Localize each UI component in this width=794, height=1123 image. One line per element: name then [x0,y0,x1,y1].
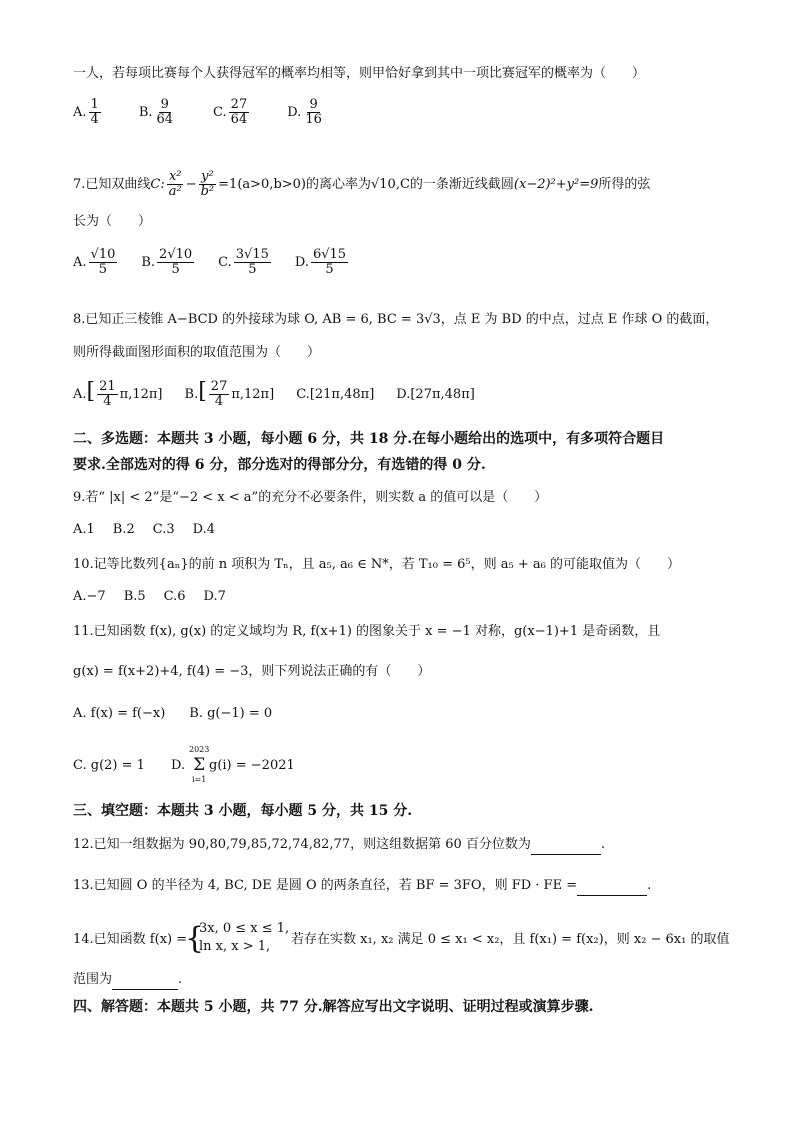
q9-option-c: C.3 [152,522,175,537]
q6-option-b: B. $\frac{9}{64}$ [138,97,174,127]
q13-stem: 13.已知圆 O 的半径为 4, BC, DE 是圆 O 的两条直径，若 BF = 3FO，则 FD · FE = . [73,876,651,896]
q7-option-c: C. $\frac{3√15}{5}$ [218,247,269,277]
q6-options [73,98,362,127]
q7-stem: 7.已知双曲线C: $\frac{\text{x²}}{\text{a²}}$ − $\frac{\text{y²}}{\text{b²}}$ =1(a>0,b>0)的离心率为√10,C的一条渐近线截圆(x−2)²+y²=9所得的弦 [73,169,651,199]
q6-option-c: C. $\frac{27}{64}$ [213,97,248,127]
q9-stem: 9.若“ |x| < 2”是“−2 < x < a”的充分不必要条件，则实数 a 的值可以是（ ） [73,490,548,505]
q11-option-d-expr: g(i) = −2021 [209,758,295,773]
q10-option-d: D.7 [203,589,226,604]
q10-option-b: B.5 [123,589,146,604]
q11-option-c: C. g(2) = 1 [73,758,145,773]
q12-stem: 12.已知一组数据为 90,80,79,85,72,74,82,77，则这组数据第 60 百分位数为 . [73,835,605,855]
q9-option-b: B.2 [112,522,135,537]
q14-cases: 3x, 0 ≤ x ≤ 1, ln x, x > 1, [199,921,290,954]
q10-option-a: A.−7 [73,589,106,604]
q6-option-d: D. $\frac{9}{16}$ [287,97,322,127]
q8-option-d: D.[27π,48π] [396,387,475,402]
q11-options-ab [73,704,272,724]
q8-option-b: B.[ $\frac{27}{4}$ π,12π] [184,379,275,409]
q12-answer-blank[interactable] [531,840,601,855]
section-2-title-line1: 二、多选题：本题共 3 小题，每小题 6 分，共 18 分.在每小题给出的选项中，有多项符合题目 [73,431,665,447]
q9-option-d: D.4 [192,522,216,537]
q11-option-d-sum: 2023 Σ i=1 [189,745,210,784]
section-2-title-line2: 要求.全部选对的得 6 分，部分选对的得部分分，有选错的得 0 分. [73,457,486,473]
q14-brace: { [185,921,205,956]
q11-option-b: B. g(−1) = 0 [189,706,273,721]
section-3-title: 三、填空题：本题共 3 小题，每小题 5 分，共 15 分. [73,803,413,819]
q14-answer-blank[interactable] [112,975,178,990]
q7-options [73,248,372,277]
q10-option-c: C.6 [163,589,186,604]
q11-option-a: A. f(x) = f(−x) [73,706,166,721]
q8-option-a: A.[ $\frac{21}{4}$ π,12π] [73,379,163,409]
q6-stem: 一人，若每项比赛每个人获得冠军的概率均相等，则甲恰好拿到其中一项比赛冠军的概率为（ ） [73,66,646,81]
q7-option-a: A. $\frac{√10}{5}$ [73,247,116,277]
q11-stem-line2: g(x) = f(x+2)+4, f(4) = −3，则下列说法正确的有（ ） [73,664,431,679]
q10-stem: 10.记等比数列{aₙ}的前 n 项积为 Tₙ，且 a₅, a₆ ∈ N*，若 T₁₀ = 6⁵，则 a₅ + a₆ 的可能取值为（ ） [73,557,680,572]
section-4-title: 四、解答题：本题共 5 小题，共 77 分.解答应写出文字说明、证明过程或演算步骤. [73,999,594,1015]
q7-stem-line2: 长为（ ） [73,214,152,229]
q8-option-c: C.[21π,48π] [296,387,375,402]
q13-answer-blank[interactable] [577,881,647,896]
q8-stem-line1: 8.已知正三棱锥 A−BCD 的外接球为球 O, AB = 6, BC = 3√3，点 E 为 BD 的中点，过点 E 作球 O 的截面， [73,312,719,327]
exam-page: 一人，若每项比赛每个人获得冠军的概率均相等，则甲恰好拿到其中一项比赛冠军的概率为（ ） A. $\frac{1}{4}$ B. $\frac{9}{64}$ C. $\frac{27}{64}$ D. $\frac{9}{16}$ 7.已知双曲线C: $\frac{\text{x²}}{\text{a²}}$ − $\frac{\text{y²}}{\text{b²}}$ =1(a>0,b>0)的离心率为√10,C的一条渐近线截圆(x−2)²+y²=9所得的弦 长为（ ） A. $\frac{√10}{5}$ B. $\frac{2√10}{5}$ C. $\frac{3√15}{5}$ D. $\frac{6√15}{5}$ 8.已知正三棱锥 A−BCD 的外接球为球 O, AB = 6, BC = 3√3，点 E 为 BD 的中点，过点 E 作球 O 的截面， 则所得截面图形面积的取值范围为（ ） A.[ $\frac{21}{4}$ π,12π] B.[ $\frac{27}{4}$ π,12π] C.[21π,48π] D.[27π,48π] 二、多选题：本题共 3 小题，每小题 6 分，共 18 分.在每小题给出的选项中，有多项符合题目 要求.全部选对的得 6 分，部分选对的得部分分，有选错的得 0 分. 9.若“ |x| < 2”是“−2 < x < a”的充分不必要条件，则实数 a 的值可以是（ ） A.1 B.2 C.3 D.4 10.记等比数列{aₙ}的前 n 项积为 Tₙ，且 a₅, a₆ ∈ N*，若 T₁₀ = 6⁵，则 a₅ + a₆ 的可能取值为（ ） A.−7 B.5 C.6 D.7 11.已知函数 f(x), g(x) 的定义域均为 R, f(x+1) 的图象关于 x = −1 对称，g(x−1)+1 是奇函数，且 g(x) = f(x+2)+4, f(4) = −3，则下列说法正确的有（ ） A. f(x) = f(−x) B. g(−1) = 0 C. g(2) = 1 D. 2023 Σ i=1 g(i) = −2021 三、填空题：本题共 3 小题，每小题 5 分，共 15 分. 12.已知一组数据为 90,80,79,85,72,74,82,77，则这组数据第 60 百分位数为 . 13.已知圆 O 的半径为 4, BC, DE 是圆 O 的两条直径，若 BF = 3FO，则 FD · FE = . 14.已知函数 f(x) = { 3x, 0 ≤ x ≤ 1, ln x, x > 1, 若存在实数 x₁, x₂ 满足 0 ≤ x₁ < x₂，且 f(x₁) = f(x₂)，则 x₂ − 6x₁ 的取值 范围为 . 四、解答题：本题共 5 小题，共 77 分.解答应写出文字说明、证明过程或演算步骤. [0,0,794,1123]
q9-option-a: A.1 [73,522,95,537]
q11-stem-line1: 11.已知函数 f(x), g(x) 的定义域均为 R, f(x+1) 的图象关于 x = −1 对称，g(x−1)+1 是奇函数，且 [73,624,661,639]
q14-stem-line2: 范围为 . [73,970,182,990]
q8-options [73,380,497,409]
q7-option-b: B. $\frac{2√10}{5}$ [141,247,193,277]
q9-options [73,520,233,540]
q7-option-d: D. $\frac{6√15}{5}$ [294,247,347,277]
q8-stem-line2: 则所得截面图形面积的取值范围为（ ） [73,345,321,360]
q10-options [73,587,244,607]
q6-option-a: A. $\frac{1}{4}$ [73,97,99,127]
